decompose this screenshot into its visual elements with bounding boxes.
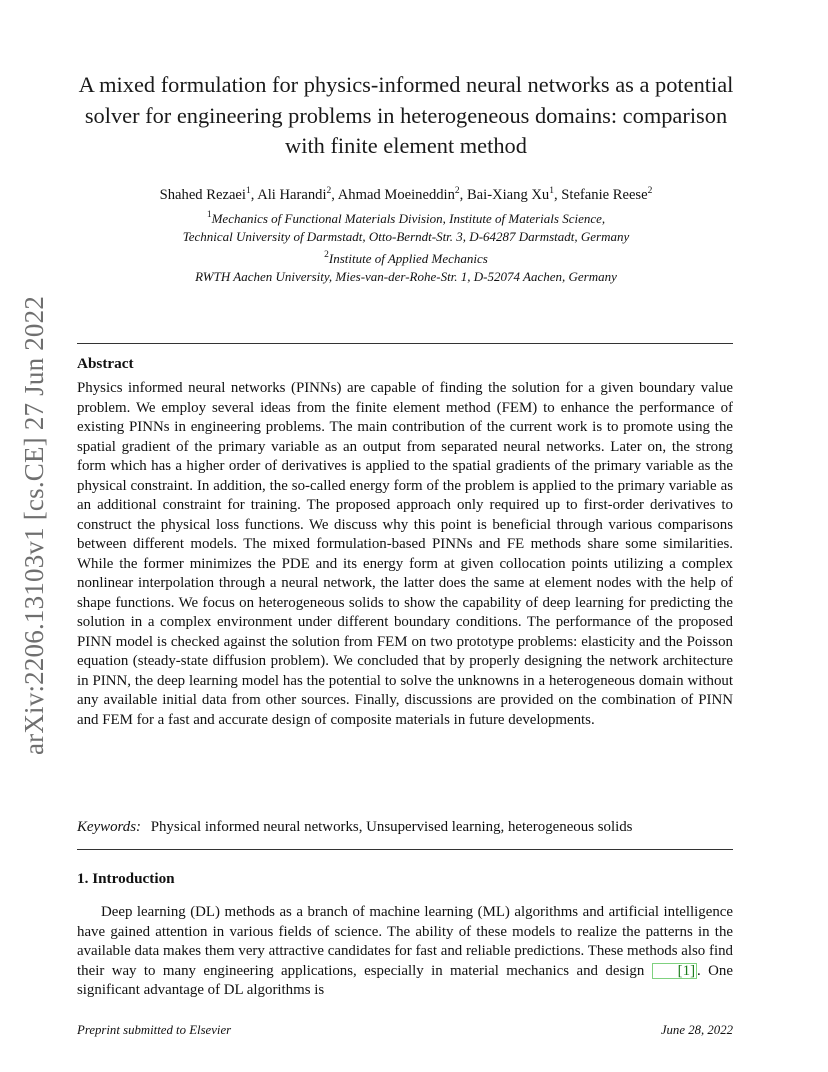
paper-title: A mixed formulation for physics-informed neural networks as a potential solver for engineering problems in heterogeneous domains: comparison with finite element method [78,72,734,158]
affiliation-2: $^2$Institute of Applied Mechanics RWTH Aachen University, Mies-van-der-Rohe-Str. 1, D-52074 Aachen, Germany [195,250,617,284]
keywords-text: Physical informed neural networks, Unsupervised learning, heterogeneous solids [150,819,633,835]
introduction-paragraph: Deep learning (DL) methods as a branch of machine learning (ML) algorithms and artificial intelligence have gained attention in various fields of science. The ability of these models to realize the patterns in the available data makes them very attractive candidates for fast and reliable predictions. These methods also find their way to many engineering applications, especially in material mechanics and design [1] . One significant advantage of DL algorithms is [77,904,733,998]
author: Stefanie Reese$^2$ [561,186,653,203]
abstract-heading: Abstract [77,355,134,372]
author-list: Shahed Rezaei$^1$, Ali Harandi$^2$, Ahmad Moeineddin$^2$, Bai-Xiang Xu$^1$, Stefanie Reese$^2$ [159,186,653,203]
author: Ali Harandi$^2$ [257,186,332,203]
abstract-text: Physics informed neural networks (PINNs) are capable of finding the solution for a given boundary value problem. We employ several ideas from the finite element method (FEM) to enhance the performance of existing PINNs in engineering problems. The main contribution of the current work is to promote using the spatial gradient of the primary variable as an output from separated neural networks. Later on, the strong form which has a higher order of derivatives is applied to the spatial gradients of the primary variable as the physical constraint. In addition, the so-called energy form of the problem is applied to the primary variable as an additional constraint for training. The proposed approach only required up to first-order derivatives to construct the physical loss functions. We discuss why this point is beneficial through various comparisons between different models. The mixed formulation-based PINNs and FE methods share some similarities. While the former minimizes the PDE and its energy form at given collocation points utilizing a complex nonlinear interpolation through a neural network, the latter does the same at element nodes with the help of shape functions. We focus on heterogeneous solids to show the capability of deep learning for predicting the solution in a complex environment under different boundary conditions. The performance of the proposed PINN model is checked against the solution from FEM on two prototype problems: elasticity and the Poisson equation (steady-state diffusion problem). We concluded that by properly designing the network architecture in PINN, the deep learning model has the potential to solve the unknowns in a heterogeneous domain without any available initial data from other sources. Finally, discussions are provided on the combination of PINN and FEM for a fast and accurate design of composite materials in future developments. [77,380,733,728]
affiliation-1: $^1$Mechanics of Functional Materials Division, Institute of Materials Science, Technical University of Darmstadt, Otto-Berndt-Str. 3, D-64287 Darmstadt, Germany [182,210,630,244]
footer-preprint-note: Preprint submitted to Elsevier [77,1023,232,1037]
keywords [77,818,632,838]
footer-date: June 28, 2022 [660,1023,733,1037]
arxiv-side-stamp [12,290,58,760]
bottom-divider [77,849,733,850]
section-heading-introduction: 1. Introduction [77,870,175,887]
citation-link[interactable]: [1] [652,963,697,979]
author: Bai-Xiang Xu$^1$ [466,186,554,203]
author: Ahmad Moeineddin$^2$ [337,186,460,203]
keywords-label: Keywords: [77,819,141,835]
top-divider [77,343,733,344]
arxiv-identifier: arXiv:2206.13103v1 [cs.CE] 27 Jun 2022 [19,295,50,755]
author: Shahed Rezaei$^1$ [159,186,251,203]
